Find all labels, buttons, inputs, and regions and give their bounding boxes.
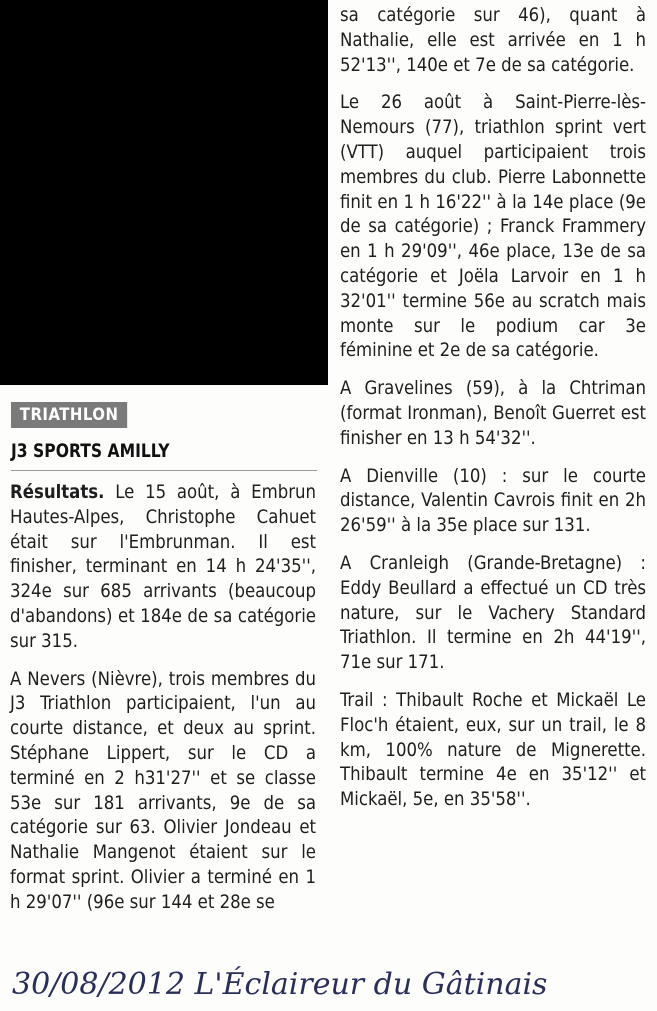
paragraph-results [10, 481, 316, 655]
paragraph-trail: Trail : Thibault Roche et Mickaël Le Floc'h étaient, eux, sur un trail, le 8 km, 100% nature de Mignerette. Thibault termine 4e en 35'12'' et Mickaël, 5e, en 35'58''. [340, 689, 646, 811]
right-column [340, 4, 646, 826]
handwritten-note-text: 30/08/2012 L'Éclaireur du Gâtinais [12, 967, 548, 1002]
paragraph-continuation: sa catégorie sur 46), quant à Nathalie, elle est arrivée en 1 h 52'13'', 140e et 7e de sa catégorie. [340, 5, 646, 76]
paragraph-text: Le 15 août, à Embrun Hautes-Alpes, Christophe Cahuet était sur l'Embrunman. Il est finisher, terminant en 14 h 24'35'', 324e sur 685 arrivants (beaucoup d'abandons) et 184e de sa catégorie sur 315. [10, 482, 316, 652]
handwritten-date-note [12, 960, 642, 1005]
paragraph-dienville: A Dienville (10) : sur le courte distance, Valentin Cavrois finit en 2h 26'59'' à la 35e place sur 131. [340, 465, 646, 537]
paragraph-nevers: A Nevers (Nièvre), trois membres du J3 Triathlon participaient, l'un au courte distance, et deux au sprint. Stéphane Lippert, sur le CD a terminé en 2 h31'27'' et se classe 53e sur 181 arrivants, 9e de sa catégorie sur 63. Olivier Jondeau et Nathalie Mangenot étaient sur le format sprint. Olivier a terminé en 1 h 29'07'' (96e sur 144 et 28e se [10, 668, 316, 913]
section-rubric: TRIATHLON [11, 402, 127, 428]
paragraph-saint-pierre: Le 26 août à Saint-Pierre-lès-Nemours (77), triathlon sprint vert (VTT) auquel participaient trois membres du club. Pierre Labonnette finit en 1 h 16'22'' à la 14e place (9e de sa catégorie) ; Franck Frammery en 1 h 29'09'', 46e place, 13e de sa catégorie et Joëla Larvoir en 1 h 32'01'' termine 56e au scratch mais monte sur le podium car 3e féminine et 2e de sa catégorie. [340, 92, 646, 362]
left-column [10, 481, 316, 929]
article-headline: J3 SPORTS AMILLY [11, 440, 170, 462]
headline-divider [11, 470, 317, 471]
paragraph-gravelines: A Gravelines (59), à la Chtriman (format Ironman), Benoît Guerret est finisher en 13 h 54'32''. [340, 378, 646, 449]
black-image-block [0, 0, 328, 385]
paragraph-cranleigh: A Cranleigh (Grande-Bretagne) : Eddy Beullard a effectué un CD très nature, sur le Vachery Standard Triathlon. Il termine en 2h 44'19'', 71e sur 171. [340, 552, 646, 674]
lead-word: Résultats. [10, 482, 105, 503]
